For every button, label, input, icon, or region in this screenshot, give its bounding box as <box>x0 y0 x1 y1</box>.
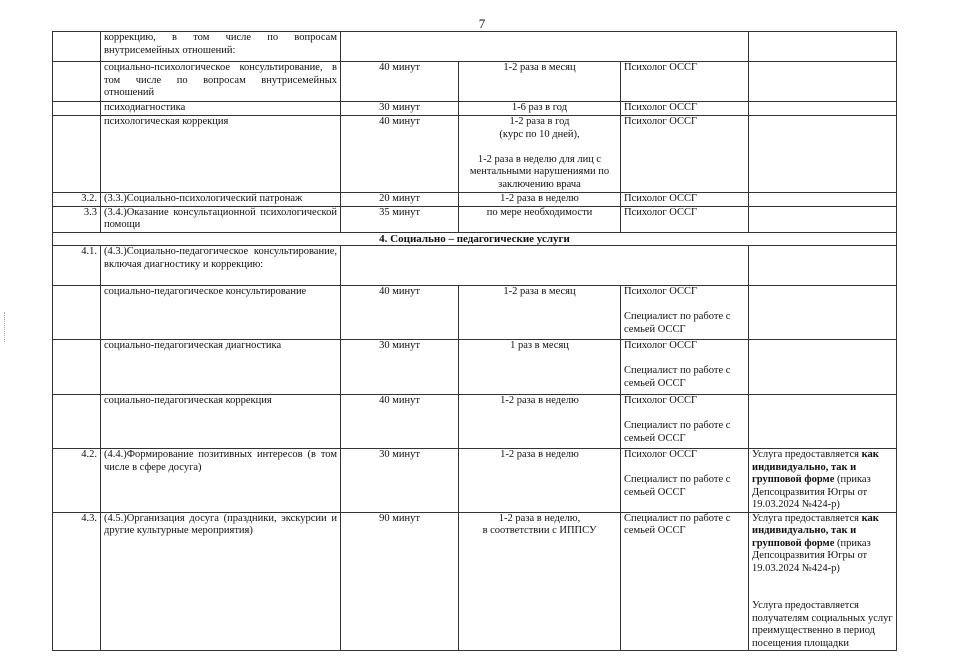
service-specialist <box>621 62 749 102</box>
row-number <box>53 102 101 116</box>
table-row <box>53 206 897 232</box>
specialist-line: Психолог ОССГ <box>624 449 698 460</box>
row-number: 4.2. <box>53 449 101 513</box>
service-note <box>749 286 897 340</box>
service-frequency <box>459 395 621 449</box>
service-specialist <box>621 206 749 232</box>
specialist-line: Психолог ОССГ <box>624 116 698 127</box>
frequency-line: 1-2 раза в неделю для лиц с ментальными нарушениями по заключению врача <box>469 153 610 190</box>
service-specialist <box>621 102 749 116</box>
service-specialist <box>621 395 749 449</box>
service-note <box>749 395 897 449</box>
service-specialist <box>621 116 749 193</box>
row-number: 4.1. <box>53 246 101 286</box>
frequency-line: по мере необходимости <box>486 206 593 218</box>
service-name: (3.3.)Социально-психологический патронаж <box>101 193 341 207</box>
service-specialist <box>621 286 749 340</box>
service-specialist <box>621 512 749 651</box>
service-frequency <box>459 193 621 207</box>
service-note <box>749 116 897 193</box>
specialist-line: Психолог ОССГ <box>624 206 698 218</box>
service-note <box>749 449 897 513</box>
specialist-line: Психолог ОССГ <box>624 102 698 113</box>
table-row <box>53 116 897 193</box>
page-number: 7 <box>478 16 486 31</box>
table-row <box>53 340 897 395</box>
service-frequency <box>459 206 621 232</box>
note-emphasis: как индивидуально, так и групповой форме <box>752 449 879 485</box>
table-row <box>53 449 897 513</box>
service-name: коррекцию, в том числе по вопросам внутрисемейных отношений: <box>101 32 341 62</box>
frequency-line: 1-2 раза в неделю <box>500 395 579 406</box>
note-emphasis: как индивидуально, так и групповой форме <box>752 512 879 549</box>
note-text: Услуга предоставляется <box>752 512 862 524</box>
service-specialist <box>621 193 749 207</box>
scan-mark <box>4 312 7 342</box>
service-name: психологическая коррекция <box>101 116 341 193</box>
service-frequency <box>459 62 621 102</box>
service-note <box>749 62 897 102</box>
frequency-line: 1-2 раза в месяц <box>503 286 576 297</box>
row-number <box>53 32 101 62</box>
service-frequency <box>459 512 621 651</box>
service-duration: 20 минут <box>341 193 459 207</box>
service-name: социально-педагогическая коррекция <box>101 395 341 449</box>
row-number: 3.2. <box>53 193 101 207</box>
table-row <box>53 62 897 102</box>
table-row <box>53 193 897 207</box>
service-note <box>749 340 897 395</box>
frequency-line: 1-2 раза в неделю <box>500 193 579 204</box>
specialist-line: Психолог ОССГ <box>624 62 698 73</box>
service-name: (3.4.)Оказание консультационной психологической помощи <box>101 206 341 232</box>
frequency-line: 1-2 раза в неделю <box>500 449 579 460</box>
table-row <box>53 102 897 116</box>
specialist-line: Специалист по работе с семьей ОССГ <box>624 365 731 389</box>
note-text-2: Услуга предоставляется получателям социальных услуг преимущественно в период посещения площадки <box>752 600 893 649</box>
row-number: 4.3. <box>53 512 101 651</box>
service-duration: 30 минут <box>341 449 459 513</box>
service-name: социально-психологическое консультирование, в том числе по вопросам внутрисемейных отношений <box>101 62 341 102</box>
specialist-line: Психолог ОССГ <box>624 340 698 351</box>
specialist-line: Психолог ОССГ <box>624 286 698 297</box>
note-text: (приказ Депсоцразвития Югры от 19.03.2024 №424-р) <box>752 537 871 574</box>
service-duration: 40 минут <box>341 116 459 193</box>
table-row <box>53 246 897 286</box>
service-frequency <box>459 102 621 116</box>
service-name: (4.3.)Социально-педагогическое консультирование, включая диагностику и коррекцию: <box>101 246 341 286</box>
table-row <box>53 395 897 449</box>
row-number <box>53 340 101 395</box>
service-duration <box>341 32 749 62</box>
section-header-row <box>53 232 897 246</box>
table-row <box>53 512 897 651</box>
specialist-line: Психолог ОССГ <box>624 193 698 204</box>
specialist-line: Специалист по работе с семьей ОССГ <box>624 420 731 444</box>
service-name: (4.4.)Формирование позитивных интересов (в том числе в сфере досуга) <box>101 449 341 513</box>
service-note <box>749 246 897 286</box>
frequency-line: 1-2 раза в неделю, <box>498 512 581 524</box>
service-name: социально-педагогическое консультирование <box>101 286 341 340</box>
service-frequency <box>459 449 621 513</box>
row-number <box>53 395 101 449</box>
service-name: (4.5.)Организация досуга (праздники, экскурсии и другие культурные мероприятия) <box>101 512 341 651</box>
service-duration: 90 минут <box>341 512 459 651</box>
frequency-line: 1-2 раза в год <box>509 116 570 127</box>
section-title: 4. Социально – педагогические услуги <box>53 232 897 246</box>
service-duration <box>341 246 749 286</box>
frequency-line: в соответствии с ИППСУ <box>482 525 597 536</box>
service-note <box>749 32 897 62</box>
specialist-line: Специалист по работе с семьей ОССГ <box>624 512 731 536</box>
frequency-line: 1 раз в месяц <box>510 340 569 351</box>
row-number <box>53 116 101 193</box>
service-frequency <box>459 116 621 193</box>
specialist-line: Психолог ОССГ <box>624 395 698 406</box>
service-duration: 30 минут <box>341 340 459 395</box>
table-row <box>53 286 897 340</box>
service-duration: 40 минут <box>341 286 459 340</box>
service-duration: 40 минут <box>341 395 459 449</box>
note-text: (приказ Депсоцразвития Югры от 19.03.2024 №424-р) <box>752 474 871 510</box>
row-number <box>53 62 101 102</box>
service-name: психодиагностика <box>101 102 341 116</box>
row-number <box>53 286 101 340</box>
note-text: Услуга предоставляется <box>752 449 862 460</box>
service-note <box>749 102 897 116</box>
service-duration: 40 минут <box>341 62 459 102</box>
service-note <box>749 193 897 207</box>
service-specialist <box>621 449 749 513</box>
frequency-line: 1-2 раза в месяц <box>503 62 576 73</box>
service-note <box>749 512 897 651</box>
frequency-line: 1-6 раз в год <box>511 102 568 113</box>
service-frequency <box>459 340 621 395</box>
service-frequency <box>459 286 621 340</box>
frequency-line: (курс по 10 дней), <box>499 128 580 140</box>
services-table <box>52 31 897 651</box>
specialist-line: Специалист по работе с семьей ОССГ <box>624 311 731 335</box>
service-duration: 35 минут <box>341 206 459 232</box>
service-name: социально-педагогическая диагностика <box>101 340 341 395</box>
service-note <box>749 206 897 232</box>
specialist-line: Специалист по работе с семьей ОССГ <box>624 474 731 498</box>
service-duration: 30 минут <box>341 102 459 116</box>
row-number: 3.3 <box>53 206 101 232</box>
service-specialist <box>621 340 749 395</box>
table-row <box>53 32 897 62</box>
